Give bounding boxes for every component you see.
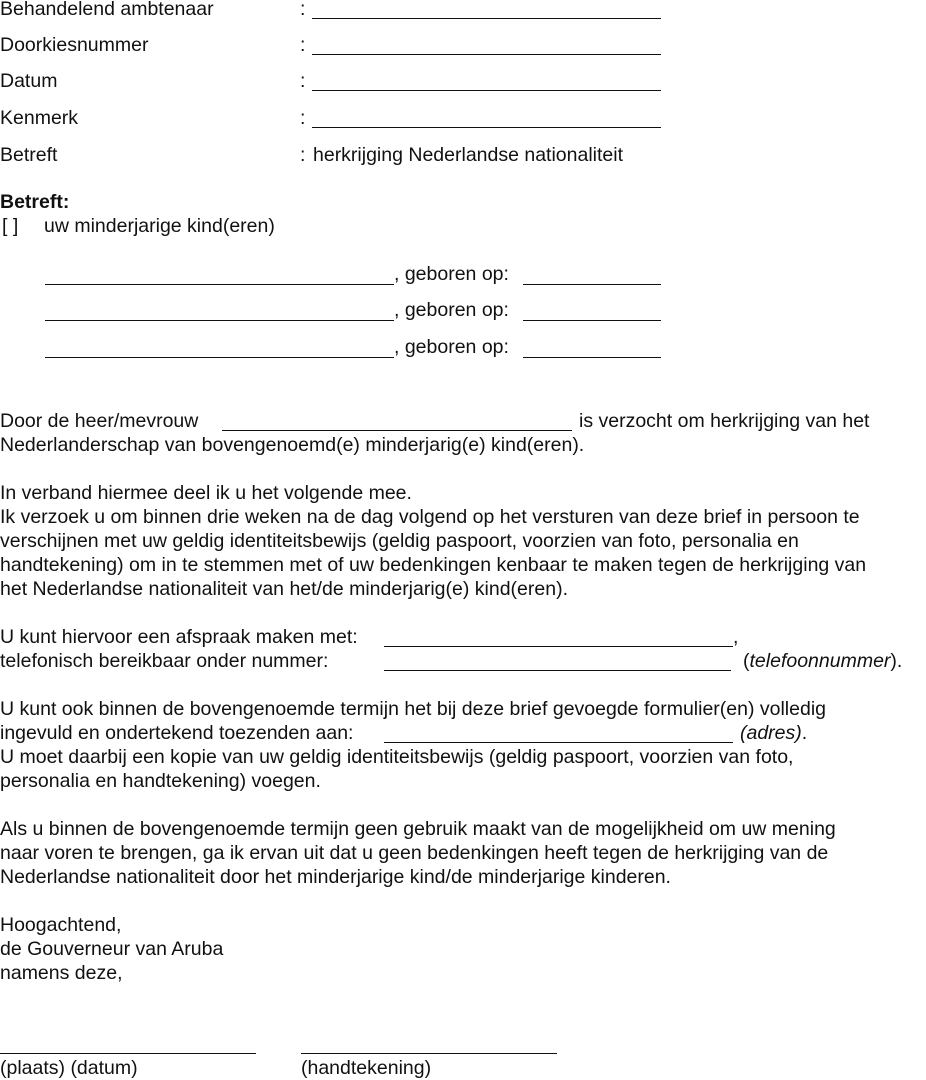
field-label-behandelend-ambtenaar: Behandelend ambtenaar [0,0,214,20]
field-line-behandelend-ambtenaar[interactable] [312,18,661,19]
phone-number-line[interactable] [384,670,731,671]
comma: , [733,626,739,648]
subject-heading: Betreft: [0,191,70,213]
birthdate-line[interactable] [523,284,661,285]
paragraph-line: verschijnen met uw geldig identiteitsbewijs (geldig paspoort, voorzien van foto, personalia en [0,530,799,552]
field-line-doorkiesnummer[interactable] [312,54,661,55]
field-colon: : [300,70,306,92]
field-line-kenmerk[interactable] [312,127,661,128]
field-label-doorkiesnummer: Doorkiesnummer [0,34,149,56]
paragraph-line: het Nederlandse nationaliteit van het/de minderjarig(e) kind(eren). [0,578,568,600]
paragraph-line: Als u binnen de bovengenoemde termijn geen gebruik maakt van de mogelijkheid om uw mening [0,818,836,840]
address-line[interactable] [384,742,733,743]
birthdate-line[interactable] [523,357,661,358]
signature-label: (handtekening) [301,1057,432,1079]
option-label: uw minderjarige kind(eren) [44,215,275,237]
born-label: , geboren op: [394,299,509,321]
phone-hint: (telefoonnummer). [743,650,903,672]
paragraph-line: Nederlanderschap van bovengenoemd(e) minderjarig(e) kind(eren). [0,434,585,456]
address-hint: (adres). [740,722,808,744]
appointment-contact-line[interactable] [384,646,733,647]
field-colon: : [300,34,306,56]
place-date-line[interactable] [0,1053,256,1054]
paragraph-line: U kunt ook binnen de bovengenoemde termijn het bij deze brief gevoegde formulier(en) volledig [0,698,827,720]
paragraph-line: naar voren te brengen, ga ik ervan uit dat u geen bedenkingen heeft tegen de herkrijging van de [0,842,829,864]
born-label: , geboren op: [394,336,509,358]
requester-name-line[interactable] [222,430,572,431]
field-line-datum[interactable] [312,90,661,91]
paragraph-line: U kunt hiervoor een afspraak maken met: [0,626,358,648]
field-value-betreft: herkrijging Nederlandse nationaliteit [313,144,624,166]
paragraph-line: U moet daarbij een kopie van uw geldig identiteitsbewijs (geldig paspoort, voorzien van foto, [0,746,794,768]
child-name-line[interactable] [45,357,394,358]
paragraph-line: is verzocht om herkrijging van het [579,410,870,432]
born-label: , geboren op: [394,263,509,285]
paragraph-line: telefonisch bereikbaar onder nummer: [0,650,329,672]
paragraph-line: personalia en handtekening) voegen. [0,770,321,792]
paragraph-line: ingevuld en ondertekend toezenden aan: [0,722,354,744]
field-label-datum: Datum [0,70,58,92]
child-name-line[interactable] [45,320,394,321]
child-name-line[interactable] [45,284,394,285]
field-colon: : [300,0,306,20]
birthdate-line[interactable] [523,320,661,321]
paragraph-line: Nederlandse nationaliteit door het minderjarige kind/de minderjarige kinderen. [0,866,671,888]
field-colon: : [300,144,306,166]
field-label-kenmerk: Kenmerk [0,107,79,129]
checkbox[interactable]: [ ] [2,215,19,237]
paragraph-line: Door de heer/mevrouw [0,410,199,432]
closing-behalf: namens deze, [0,962,123,984]
signature-line[interactable] [301,1053,557,1054]
closing-sender: de Gouverneur van Aruba [0,938,224,960]
paragraph-line: In verband hiermee deel ik u het volgende mee. [0,482,412,504]
field-label-betreft: Betreft [0,144,58,166]
paragraph-line: handtekening) om in te stemmen met of uw bedenkingen kenbaar te maken tegen de herkrijging van [0,554,867,576]
closing-greeting: Hoogachtend, [0,914,122,936]
place-date-label: (plaats) (datum) [0,1057,138,1079]
field-colon: : [300,107,306,129]
paragraph-line: Ik verzoek u om binnen drie weken na de dag volgend op het versturen van deze brief in persoon te [0,506,860,528]
